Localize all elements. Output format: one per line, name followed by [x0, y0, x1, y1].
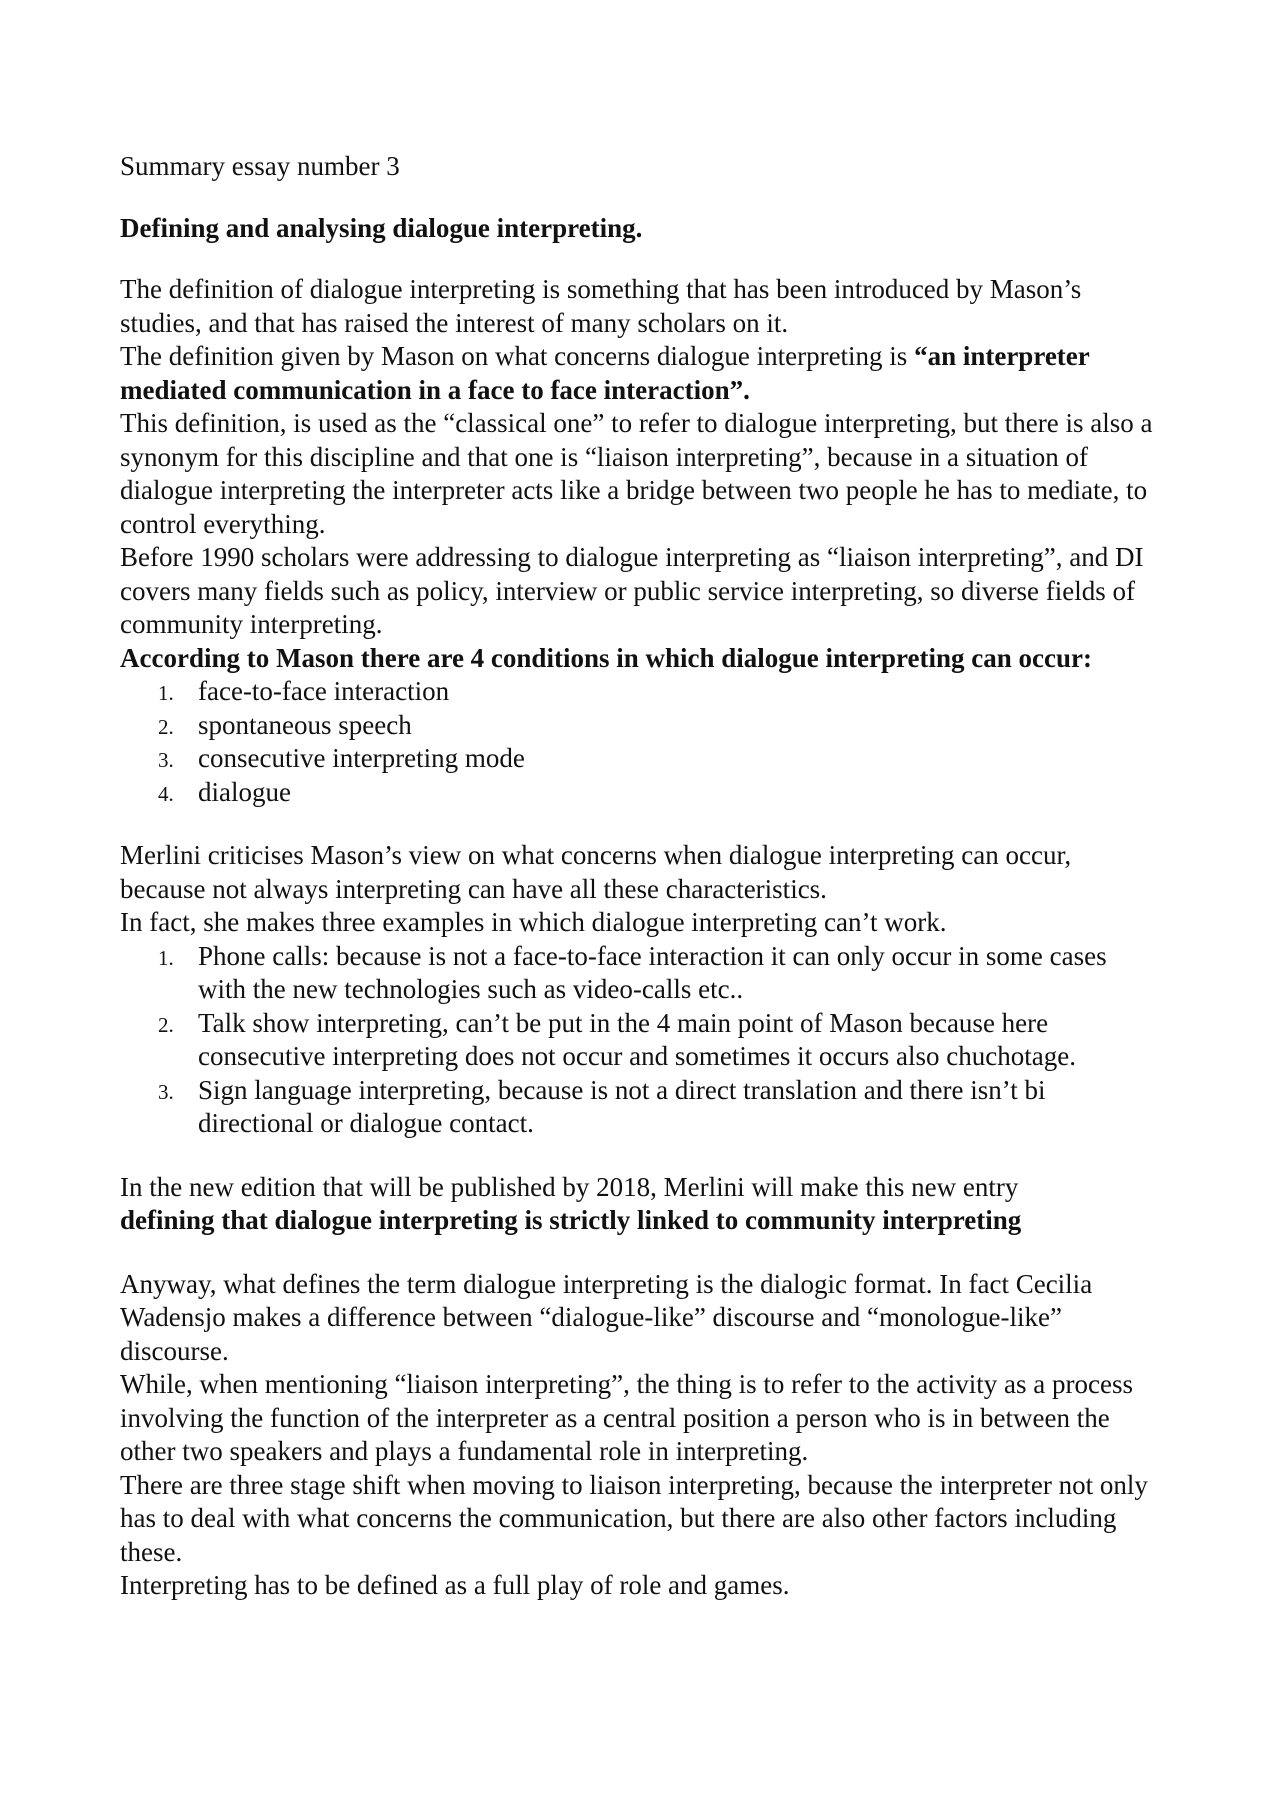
paragraph-new-edition: In the new edition that will be published by 2018, Merlini will make this new entry [120, 1171, 1019, 1202]
list-item-text: spontaneous speech [198, 709, 412, 740]
list-item-text: consecutive interpreting mode [198, 743, 525, 773]
examples-list [120, 940, 1160, 1141]
paragraph-stage-shift: There are three stage shift when moving to liaison interpreting, because the interpreter not only has to deal with what concerns the communication, but there are also other factors including these. [120, 1469, 1148, 1567]
list-item [120, 1074, 1160, 1141]
paragraph-classical-definition: This definition, is used as the “classical one” to refer to dialogue interpreting, but there is also a synonym for this discipline and that one is “liaison interpreting”, because in a situation of dialogue interpreting the interpreter acts like a bridge between two people he has to mediate, to control everything. [120, 408, 1153, 539]
paragraph-spacer [120, 1238, 1160, 1268]
paragraph-dialogic-format: Anyway, what defines the term dialogue interpreting is the dialogic format. In fact Cecilia Wadensjo makes a difference between “dialogue-like” discourse and “monologue-like” discourse. [120, 1268, 1093, 1366]
list-number: 4. [158, 781, 174, 806]
list-item-text: face-to-face interaction [198, 676, 450, 706]
paragraph-mason-definition [120, 340, 1160, 407]
list-number: 1. [158, 681, 174, 705]
document-title: Defining and analysing dialogue interpreting. [120, 212, 643, 243]
mason-definition-text: The definition given by Mason on what concerns dialogue interpreting is [120, 341, 915, 371]
conditions-list [120, 675, 1160, 809]
paragraph-spacer [120, 1141, 1160, 1171]
list-item [120, 709, 1160, 743]
list-item-text: dialogue [198, 776, 291, 807]
list-number: 3. [158, 748, 174, 772]
list-item [120, 742, 1160, 776]
list-item-text: Phone calls: because is not a face-to-face interaction it can only occur in some cases with the new technologies such as video-calls etc.. [198, 940, 1107, 1004]
paragraph-definition-intro: The definition of dialogue interpreting is something that has been introduced by Mason’s studies, and that has raised the interest of many scholars on it. [120, 274, 1082, 338]
document-body [120, 150, 1160, 1603]
list-number: 3. [158, 1079, 174, 1104]
list-item-text: Sign language interpreting, because is not a direct translation and there isn’t bi directional or dialogue contact. [198, 1074, 1046, 1138]
list-number: 2. [158, 714, 174, 739]
list-number: 2. [158, 1012, 174, 1037]
paragraph-spacer [120, 809, 1160, 839]
paragraph-conclusion: Interpreting has to be defined as a full play of role and games. [120, 1570, 790, 1600]
mason-definition-quote: “an interpreter mediated communication in a face to face interaction”. [120, 341, 1090, 405]
paragraph-mason-conditions: According to Mason there are 4 conditions in which dialogue interpreting can occur: [120, 642, 1092, 673]
list-item [120, 1007, 1160, 1074]
list-item [120, 940, 1160, 1007]
list-item [120, 675, 1160, 709]
paragraph-merlini-criticism: Merlini criticises Mason’s view on what concerns when dialogue interpreting can occur, because not always interpreting can have all these characteristics. [120, 840, 1072, 904]
document-subtitle: Summary essay number 3 [120, 151, 400, 181]
list-item-text: Talk show interpreting, can’t be put in the 4 main point of Mason because here consecutive interpreting does not occur and sometimes it occurs also chuchotage. [198, 1007, 1076, 1071]
paragraph-before-1990: Before 1990 scholars were addressing to dialogue interpreting as “liaison interpreting”, and DI covers many fields such as policy, interview or public service interpreting, so diverse fields of community interpreting. [120, 542, 1144, 639]
paragraph-three-examples: In fact, she makes three examples in which dialogue interpreting can’t work. [120, 907, 947, 937]
list-item [120, 776, 1160, 810]
paragraph-liaison-interpreting: While, when mentioning “liaison interpreting”, the thing is to refer to the activity as a process involving the function of the interpreter as a central position a person who is in between the other two speakers and plays a fundamental role in interpreting. [120, 1369, 1133, 1466]
list-number: 1. [158, 945, 174, 970]
paragraph-community-link: defining that dialogue interpreting is strictly linked to community interpreting [120, 1205, 1022, 1235]
